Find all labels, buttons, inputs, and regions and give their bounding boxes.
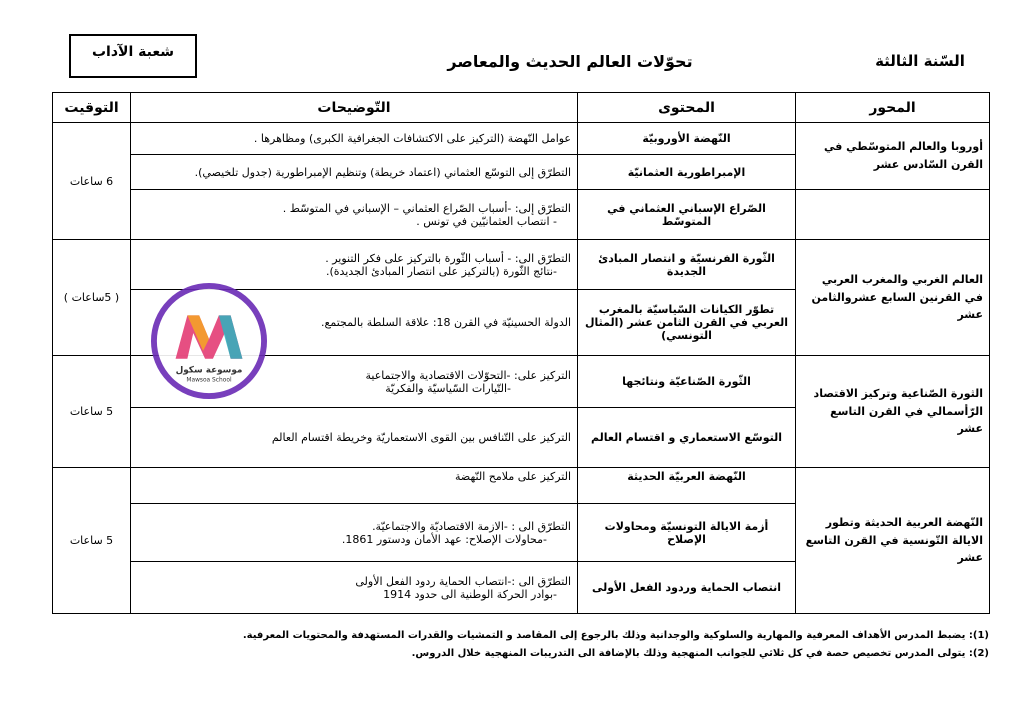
axis-cell: أوروبا والعالم المتوسّطي في القرن السّادس عشر (796, 123, 990, 190)
note-line: التطرّق الى : -الازمة الاقتصاديّة والاجتماعيّة. (372, 519, 571, 533)
notes-cell: التركيز على التّنافس بين القوى الاستعماريّة وخريطة اقتسام العالم (131, 408, 578, 468)
note-line: التطرّق الى: - أسباب الثّورة بالتركيز على فكر التنوير . (325, 251, 571, 265)
content-cell: التوسّع الاستعماري و اقتسام العالم (578, 408, 796, 468)
content-cell: تطوّر الكيانات السّياسيّة بالمغرب العربي في القرن الثامن عشر (المثال التونسي) (578, 290, 796, 356)
timing-cell: ( 5ساعات ) (53, 240, 131, 356)
content-cell: الصّراع الإسباني العثماني في المتوسّط (578, 190, 796, 240)
notes-cell: الدولة الحسينيّة في القرن 18: علاقة السلطة بالمجتمع. (131, 290, 578, 356)
year-label: السّنة الثالثة (875, 52, 965, 70)
notes-cell: عوامل النّهضة (التركيز على الاكتشافات الجغرافية الكبرى) ومظاهرها . (131, 123, 578, 155)
col-header-timing: التوقيت (53, 93, 131, 123)
table-header-row (53, 93, 990, 123)
footnote-2: (2): يتولى المدرس تخصيص حصة في كل ثلاثي للجوانب المنهجية وذلك بالإضافة الى التدريبات المنهجية خلال الدروس. (411, 648, 989, 659)
content-cell: انتصاب الحماية وردود الفعل الأولى (578, 562, 796, 614)
content-cell: النّهضة العربيّة الحديثة (578, 468, 796, 504)
section-label: شعبة الآداب (69, 34, 197, 78)
logo-text: موسوعة سكول (175, 365, 243, 376)
note-line: التطرّق إلى: -أسباب الصّراع العثماني – الإسباني في المتوسّط . (282, 201, 571, 215)
note-line: - انتصاب العثمانيّين في تونس . (416, 214, 557, 228)
timing-cell: 5 ساعات (53, 468, 131, 614)
table-row (53, 190, 990, 240)
col-header-content: المحتوى (578, 93, 796, 123)
notes-cell (131, 562, 578, 614)
table-row (53, 468, 990, 504)
table-row (53, 123, 990, 155)
watermark-logo (150, 282, 268, 400)
axis-cell: العالم الغربي والمغرب العربي في القرنين السابع عشروالثامن عشر (796, 240, 990, 356)
notes-cell (131, 190, 578, 240)
axis-cell: النّهضة العربية الحديثة وتطور الايالة التّونسية في القرن التاسع عشر (796, 468, 990, 614)
note-line: -التّيارات السّياسيّة والفكريّة (385, 381, 511, 395)
logo-subtext: Mawsoa School (186, 377, 232, 384)
timing-cell: 5 ساعات (53, 356, 131, 468)
notes-cell (131, 504, 578, 562)
note-line: التطرّق الى :-انتصاب الحماية ردود الفعل الأولى (355, 574, 571, 588)
note-line: -نتائج الثّورة (بالتركيز على انتصار المبادئ الجديدة). (325, 264, 557, 278)
notes-cell: التركيز على ملامح النّهضة (131, 468, 578, 504)
content-cell: النّهضة الأوروبيّة (578, 123, 796, 155)
notes-cell: التطرّق إلى التوسّع العثماني (اعتماد خريطة) وتنظيم الإمبراطورية (جدول تلخيصي). (131, 155, 578, 190)
page-title: تحوّلات العالم الحديث والمعاصر (447, 52, 693, 71)
footnote-1: (1): يضبط المدرس الأهداف المعرفية والمهارية والسلوكية والوجدانية وذلك بالرجوع إلى المقاصد و التمشيات والقدرات المستهدفة والمحتويات المعرفية. (242, 630, 989, 641)
content-cell: الثّورة الصّناعيّة ونتائجها (578, 356, 796, 408)
col-header-axis: المحور (796, 93, 990, 123)
col-header-notes: التّوضيحات (131, 93, 578, 123)
note-line: -محاولات الإصلاح: عهد الأمان ودستور 1861. (341, 532, 547, 546)
content-cell: الثّورة الفرنسيّة و انتصار المبادئ الجديدة (578, 240, 796, 290)
note-line: التركيز على: -التحوّلات الاقتصادية والاجتماعية (365, 368, 571, 382)
content-cell: أزمة الايالة التونسيّة ومحاولات الإصلاح (578, 504, 796, 562)
content-cell: الإمبراطورية العثمانيّة (578, 155, 796, 190)
axis-cell-empty (796, 190, 990, 240)
timing-cell: 6 ساعات (53, 123, 131, 240)
note-line: -بوادر الحركة الوطنية الى حدود 1914 (383, 587, 557, 601)
axis-cell: الثورة الصّناعية وتركيز الاقتصاد الرّأسمالي في القرن التاسع عشر (796, 356, 990, 468)
